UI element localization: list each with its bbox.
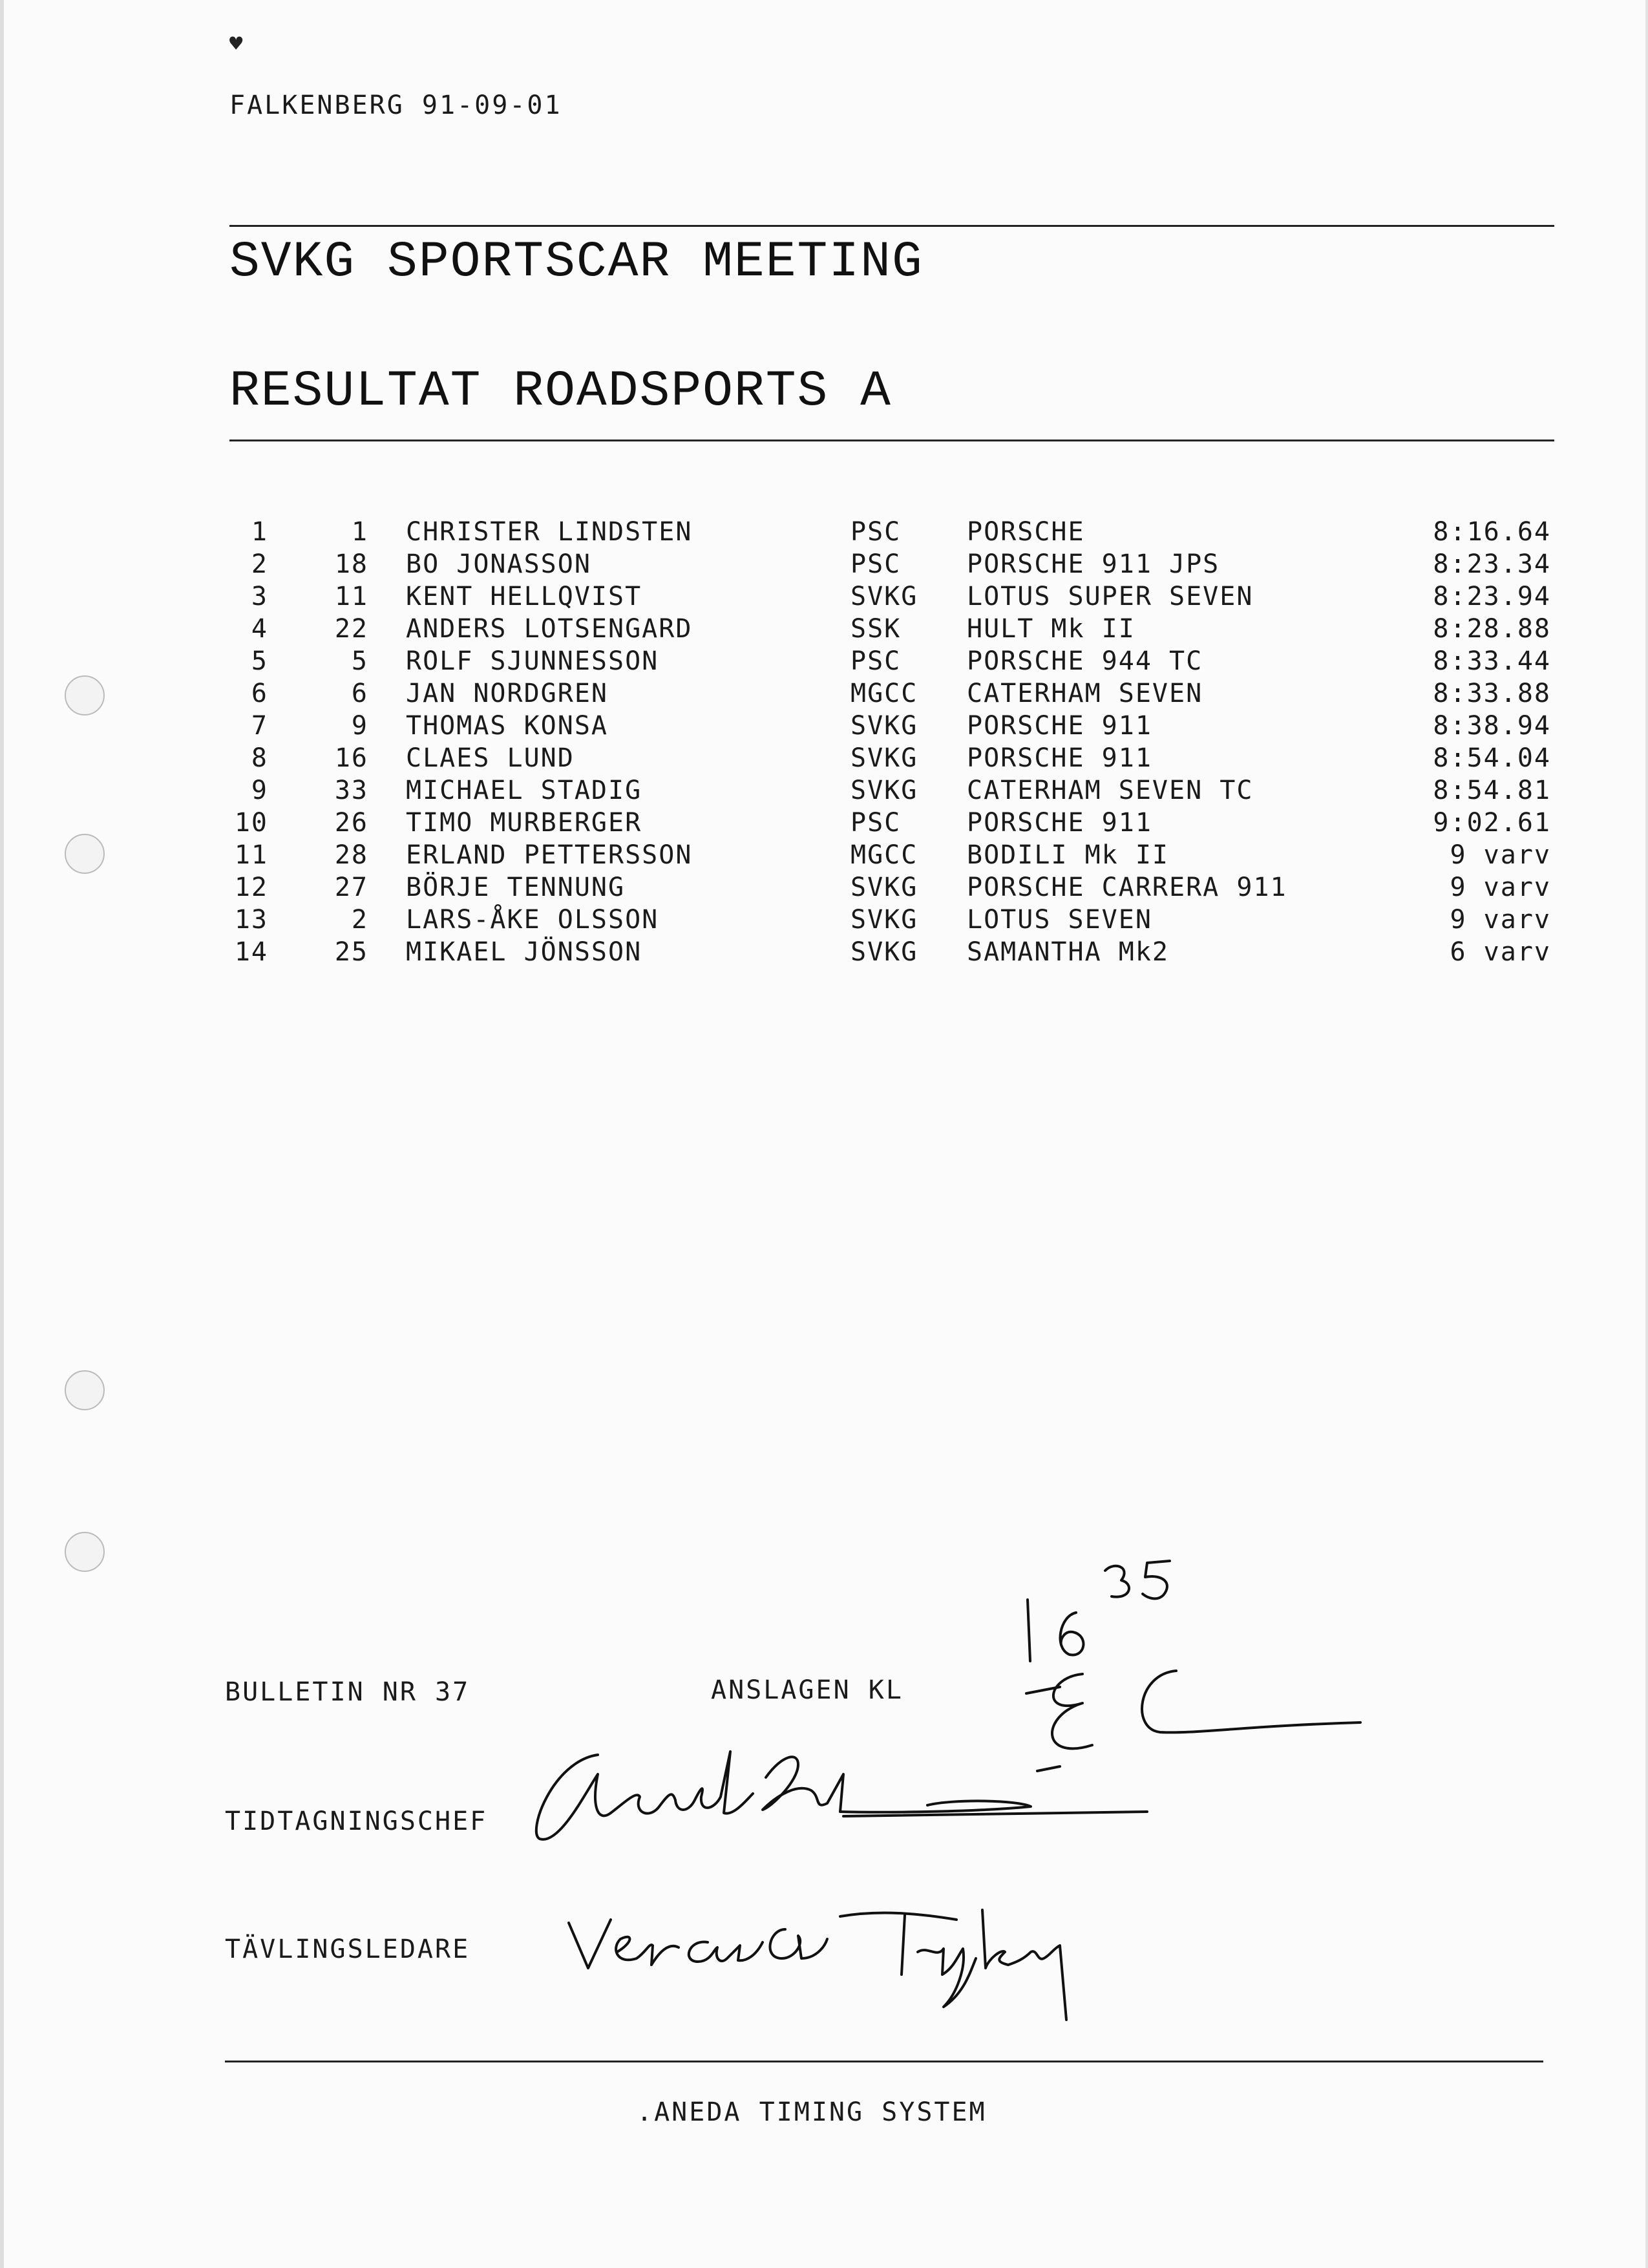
- result-row: [0, 905, 1648, 937]
- result-driver-name: BÖRJE TENNUNG: [406, 873, 626, 902]
- result-position: 5: [251, 646, 268, 676]
- result-car-number: 9: [351, 711, 368, 741]
- result-driver-name: ERLAND PETTERSSON: [406, 840, 693, 870]
- location-date: FALKENBERG 91-09-01: [229, 90, 562, 120]
- result-car-number: 33: [334, 776, 368, 805]
- result-car: PORSCHE: [967, 517, 1085, 547]
- result-time: 8:23.94: [1433, 582, 1551, 611]
- result-car-number: 18: [334, 549, 368, 579]
- result-car: SAMANTHA Mk2: [967, 937, 1169, 967]
- result-position: 2: [251, 549, 268, 579]
- result-time: 9 varv: [1450, 840, 1551, 870]
- result-car-number: 26: [334, 808, 368, 838]
- heart-symbol: ♥: [229, 31, 243, 57]
- result-car: PORSCHE 911: [967, 808, 1152, 838]
- race-director-signature: [556, 1897, 1092, 2026]
- result-driver-name: CHRISTER LINDSTEN: [406, 517, 693, 547]
- result-row: [0, 711, 1648, 743]
- result-time: 6 varv: [1450, 937, 1551, 967]
- result-time: 8:54.81: [1433, 776, 1551, 805]
- result-car-number: 27: [334, 873, 368, 902]
- result-row: [0, 776, 1648, 808]
- scan-edge-right: [1645, 0, 1648, 2268]
- result-club: SVKG: [850, 582, 918, 611]
- result-row: [0, 808, 1648, 840]
- result-time: 9 varv: [1450, 873, 1551, 902]
- result-row: [0, 679, 1648, 711]
- result-car: PORSCHE CARRERA 911: [967, 873, 1287, 902]
- result-row: [0, 873, 1648, 905]
- result-car: LOTUS SUPER SEVEN: [967, 582, 1254, 611]
- result-driver-name: CLAES LUND: [406, 743, 575, 773]
- title-rule: [229, 440, 1554, 441]
- result-club: PSC: [850, 549, 902, 579]
- timing-chief-signature: [527, 1735, 1160, 1852]
- result-car: CATERHAM SEVEN: [967, 679, 1203, 708]
- result-car: CATERHAM SEVEN TC: [967, 776, 1254, 805]
- result-car-number: 5: [351, 646, 368, 676]
- result-car-number: 6: [351, 679, 368, 708]
- result-position: 13: [234, 905, 268, 935]
- scan-edge-left: [0, 0, 4, 2268]
- result-time: 9 varv: [1450, 905, 1551, 935]
- result-position: 7: [251, 711, 268, 741]
- result-club: SSK: [850, 614, 902, 644]
- footer-rule: [225, 2061, 1543, 2062]
- result-row: [0, 582, 1648, 614]
- result-position: 11: [234, 840, 268, 870]
- result-row: [0, 614, 1648, 646]
- result-club: SVKG: [850, 873, 918, 902]
- binder-hole: [65, 1370, 105, 1410]
- result-club: MGCC: [850, 840, 918, 870]
- result-car-number: 11: [334, 582, 368, 611]
- result-club: PSC: [850, 517, 902, 547]
- result-position: 1: [251, 517, 268, 547]
- timing-system-label: .ANEDA TIMING SYSTEM: [637, 2097, 987, 2127]
- result-driver-name: MICHAEL STADIG: [406, 776, 642, 805]
- result-position: 6: [251, 679, 268, 708]
- result-position: 14: [234, 937, 268, 967]
- result-time: 9:02.61: [1433, 808, 1551, 838]
- result-row: [0, 937, 1648, 970]
- timing-chief-label: TIDTAGNINGSCHEF: [225, 1807, 488, 1836]
- result-driver-name: ANDERS LOTSENGARD: [406, 614, 693, 644]
- result-driver-name: BO JONASSON: [406, 549, 591, 579]
- result-position: 3: [251, 582, 268, 611]
- result-car: PORSCHE 911: [967, 743, 1152, 773]
- result-car: PORSCHE 944 TC: [967, 646, 1203, 676]
- result-car-number: 16: [334, 743, 368, 773]
- result-time: 8:33.44: [1433, 646, 1551, 676]
- result-car: LOTUS SEVEN: [967, 905, 1152, 935]
- result-club: SVKG: [850, 905, 918, 935]
- result-car-number: 2: [351, 905, 368, 935]
- handwritten-posted-time: [1008, 1551, 1215, 1674]
- result-driver-name: JAN NORDGREN: [406, 679, 608, 708]
- result-row: [0, 743, 1648, 776]
- result-club: PSC: [850, 646, 902, 676]
- result-driver-name: ROLF SJUNNESSON: [406, 646, 659, 676]
- result-driver-name: KENT HELLQVIST: [406, 582, 642, 611]
- result-car: HULT Mk II: [967, 614, 1136, 644]
- result-driver-name: THOMAS KONSA: [406, 711, 608, 741]
- result-car-number: 25: [334, 937, 368, 967]
- result-row: [0, 646, 1648, 679]
- result-time: 8:33.88: [1433, 679, 1551, 708]
- result-position: 10: [234, 808, 268, 838]
- result-position: 8: [251, 743, 268, 773]
- result-driver-name: LARS-ÅKE OLSSON: [406, 905, 659, 935]
- result-time: 8:28.88: [1433, 614, 1551, 644]
- result-club: SVKG: [850, 743, 918, 773]
- result-club: MGCC: [850, 679, 918, 708]
- result-club: SVKG: [850, 776, 918, 805]
- result-time: 8:23.34: [1433, 549, 1551, 579]
- race-director-label: TÄVLINGSLEDARE: [225, 1934, 470, 1964]
- result-time: 8:38.94: [1433, 711, 1551, 741]
- result-club: SVKG: [850, 711, 918, 741]
- event-title: SVKG SPORTSCAR MEETING: [229, 234, 924, 291]
- result-time: 8:54.04: [1433, 743, 1551, 773]
- result-driver-name: TIMO MURBERGER: [406, 808, 642, 838]
- result-club: SVKG: [850, 937, 918, 967]
- bulletin-number: BULLETIN NR 37: [225, 1677, 470, 1707]
- result-car: PORSCHE 911 JPS: [967, 549, 1220, 579]
- result-car-number: 1: [351, 517, 368, 547]
- top-rule: [229, 225, 1554, 227]
- result-position: 9: [251, 776, 268, 805]
- result-car-number: 22: [334, 614, 368, 644]
- result-car: PORSCHE 911: [967, 711, 1152, 741]
- binder-hole: [65, 1532, 105, 1572]
- posted-at-label: ANSLAGEN KL: [711, 1675, 903, 1705]
- result-time: 8:16.64: [1433, 517, 1551, 547]
- class-title: RESULTAT ROADSPORTS A: [229, 363, 892, 420]
- result-driver-name: MIKAEL JÖNSSON: [406, 937, 642, 967]
- result-position: 12: [234, 873, 268, 902]
- result-car: BODILI Mk II: [967, 840, 1169, 870]
- result-car-number: 28: [334, 840, 368, 870]
- result-row: [0, 840, 1648, 873]
- result-position: 4: [251, 614, 268, 644]
- result-row: [0, 549, 1648, 582]
- result-row: [0, 517, 1648, 549]
- result-club: PSC: [850, 808, 902, 838]
